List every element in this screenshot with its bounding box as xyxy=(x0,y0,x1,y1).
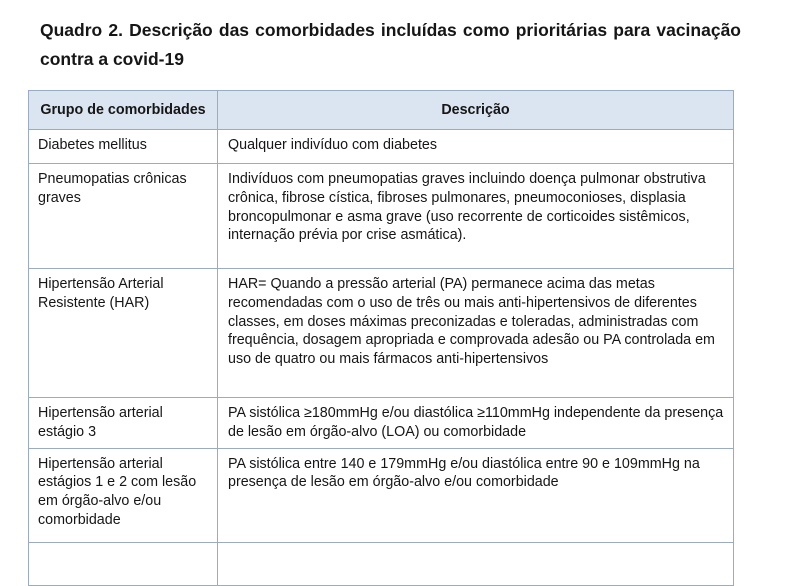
row-group-cell: Hipertensão arterial estágio 3 xyxy=(29,398,218,449)
table-header-row xyxy=(29,91,734,130)
row-description-cell: PA sistólica ≥180mmHg e/ou diastólica ≥110mmHg independente da presença de lesão em órgão-alvo (LOA) ou comorbidade xyxy=(218,398,734,449)
row-description-cell: Indivíduos com pneumopatias graves incluindo doença pulmonar obstrutiva crônica, fibrose cística, fibroses pulmonares, pneumoconioses, displasia broncopulmonar e asma grave (uso recorrente de corticoides sistêmicos, internação prévia por crise asmática). xyxy=(218,164,734,269)
table-row xyxy=(29,542,734,585)
table-row xyxy=(29,164,734,269)
row-description-cell: Qualquer indivíduo com diabetes xyxy=(218,130,734,164)
table-row xyxy=(29,398,734,449)
header-group: Grupo de comorbidades xyxy=(29,91,218,130)
row-description-cell: HAR= Quando a pressão arterial (PA) permanece acima das metas recomendadas com o uso de três ou mais anti-hipertensivos de diferentes classes, em doses máximas preconizadas e toleradas, administradas com frequência, dosagem apropriada e comprovada adesão ou PA controlada em uso de quatro ou mais fármacos anti-hipertensivos xyxy=(218,269,734,398)
row-group-cell: Pneumopatias crônicas graves xyxy=(29,164,218,269)
row-group-cell: Hipertensão arterial estágios 1 e 2 com lesão em órgão-alvo e/ou comorbidade xyxy=(29,448,218,542)
row-group-cell xyxy=(29,542,218,585)
table-caption: Quadro 2. Descrição das comorbidades incluídas como prioritárias para vacinação contra a covid-19 xyxy=(40,20,741,69)
row-group-cell: Diabetes mellitus xyxy=(29,130,218,164)
table-row xyxy=(29,448,734,542)
header-description: Descrição xyxy=(218,91,734,130)
row-description-cell: PA sistólica entre 140 e 179mmHg e/ou diastólica entre 90 e 109mmHg na presença de lesão em órgão-alvo e/ou comorbidade xyxy=(218,448,734,542)
row-group-cell: Hipertensão Arterial Resistente (HAR) xyxy=(29,269,218,398)
row-description-cell xyxy=(218,542,734,585)
table-row xyxy=(29,130,734,164)
table-row xyxy=(29,269,734,398)
comorbidities-table xyxy=(28,90,734,586)
